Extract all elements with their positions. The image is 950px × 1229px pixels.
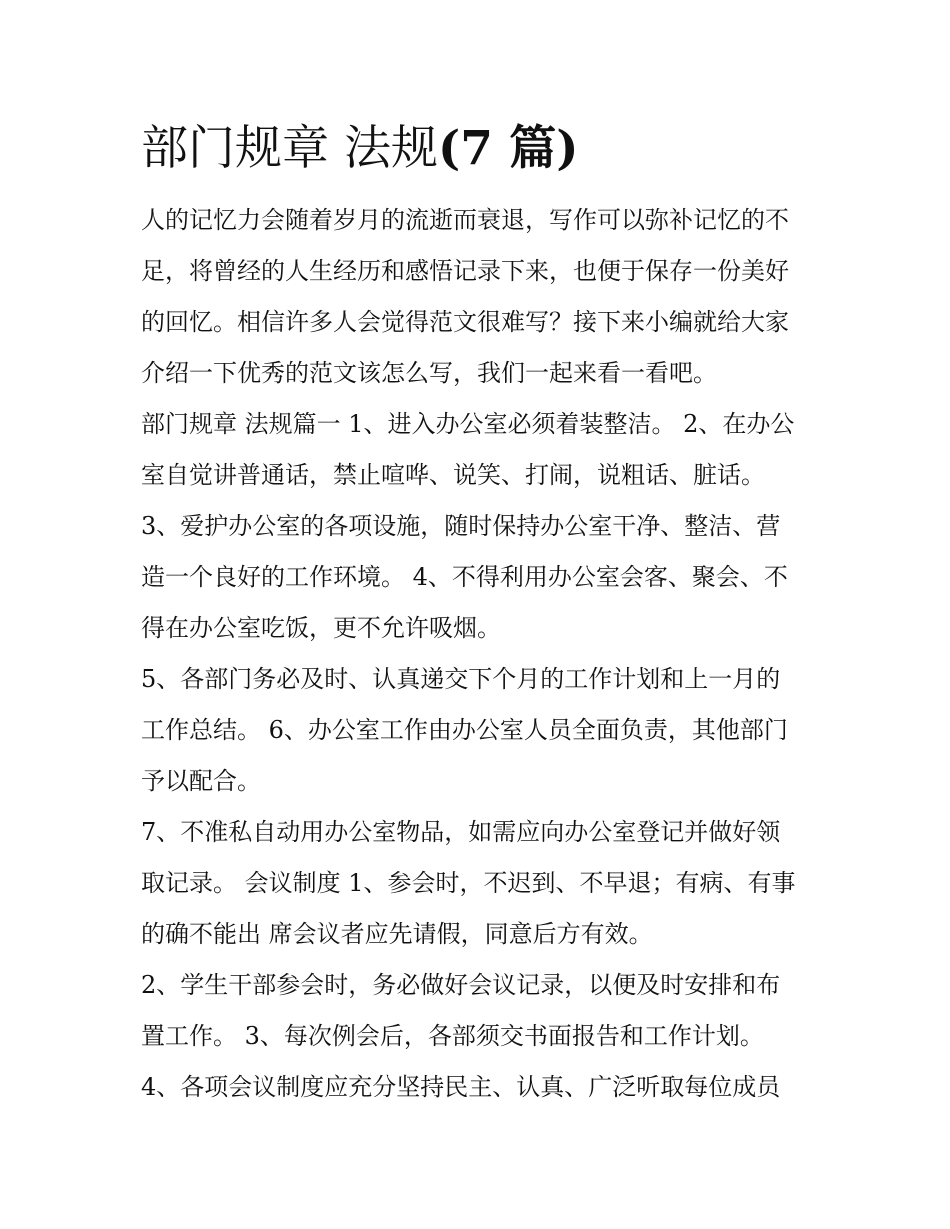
paragraph-meeting-rules-4: [141, 1062, 813, 1113]
paragraph-office-rules-1: [141, 399, 813, 501]
text-line: 的确不能出 席会议者应先请假，同意后方有效。: [141, 920, 653, 948]
text-line: 人的记忆力会随着岁月的流逝而衰退，写作可以弥补记忆的不: [141, 206, 789, 234]
text-line: 2、学生干部参会时，务必做好会议记录，以便及时安排和布: [141, 971, 781, 999]
text-line: 4、各项会议制度应充分坚持民主、认真、广泛听取每位成员: [141, 1073, 781, 1101]
document-body: [141, 117, 813, 1113]
text-line: 5、各部门务必及时、认真递交下个月的工作计划和上一月的: [141, 665, 781, 693]
text-line: 介绍一下优秀的范文该怎么写，我们一起来看一看吧。: [141, 359, 717, 387]
paragraph-office-rules-7: [141, 807, 813, 960]
text-line: 造一个良好的工作环境。 4、不得利用办公室会客、聚会、不: [141, 563, 788, 591]
text-line: 室自觉讲普通话，禁止喧哗、说笑、打闹，说粗话、脏话。: [141, 461, 765, 489]
title-main: 部门规章 法规: [141, 121, 438, 176]
text-line: 置工作。 3、每次例会后，各部须交书面报告和工作计划。: [141, 1022, 764, 1050]
text-line: 3、爱护办公室的各项设施，随时保持办公室干净、整洁、营: [141, 512, 781, 540]
paragraph-office-rules-3: [141, 501, 813, 654]
paragraph-intro: [141, 195, 813, 399]
document-title: [141, 117, 813, 181]
text-line: 取记录。 会议制度 1、参会时，不迟到、不早退；有病、有事: [141, 869, 796, 897]
text-line: 得在办公室吃饭，更不允许吸烟。: [141, 614, 501, 642]
paragraph-office-rules-5: [141, 654, 813, 807]
text-line: 工作总结。 6、办公室工作由办公室人员全面负责，其他部门: [141, 716, 788, 744]
text-line: 的回忆。相信许多人会觉得范文很难写？接下来小编就给大家: [141, 308, 789, 336]
text-line: 予以配合。: [141, 767, 261, 795]
paragraph-meeting-rules-2: [141, 960, 813, 1062]
title-suffix: (7 篇): [437, 121, 579, 176]
text-line: 足，将曾经的人生经历和感悟记录下来，也便于保存一份美好: [141, 257, 789, 285]
text-line: 7、不准私自动用办公室物品，如需应向办公室登记并做好领: [141, 818, 781, 846]
text-line: 部门规章 法规篇一 1、进入办公室必须着装整洁。 2、在办公: [141, 410, 795, 438]
